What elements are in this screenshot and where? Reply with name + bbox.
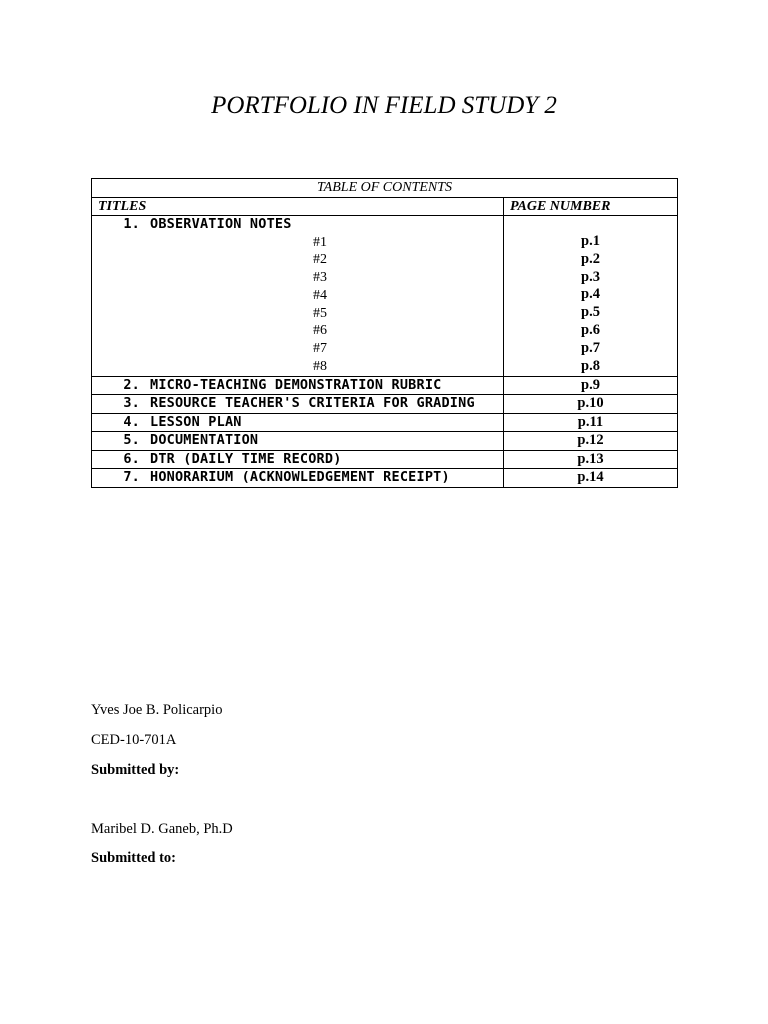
observation-subitem-list [98, 234, 497, 376]
page-number: p.12 [504, 432, 678, 451]
section-code: CED-10-701A [91, 732, 177, 748]
toc-entry [98, 432, 497, 450]
page-number: p.1 [581, 233, 600, 249]
toc-title-cell [92, 469, 504, 488]
observation-page-list [510, 216, 671, 375]
entry-title: RESOURCE TEACHER'S CRITERIA FOR GRADING [150, 395, 475, 412]
page-number: p.4 [581, 286, 600, 303]
page-number: p.6 [581, 321, 600, 338]
toc-title-cell [92, 376, 504, 395]
toc-row [92, 469, 678, 488]
toc-entry [98, 451, 497, 469]
page-number: p.14 [504, 469, 678, 488]
observation-subitem: #5 [313, 305, 327, 321]
toc-title-cell [92, 432, 504, 451]
page-number: p.11 [504, 413, 678, 432]
toc-entry [98, 216, 497, 234]
toc-heading-row [92, 179, 678, 198]
titles-column-header: TITLES [92, 197, 504, 216]
observation-subitem: #4 [313, 287, 327, 303]
toc-title-cell [92, 395, 504, 414]
entry-title: MICRO-TEACHING DEMONSTRATION RUBRIC [150, 376, 442, 393]
document-title: PORTFOLIO IN FIELD STUDY 2 [211, 92, 557, 119]
toc-title-cell [92, 450, 504, 469]
observation-subitem: #3 [313, 270, 327, 286]
observation-subitem: #6 [313, 323, 327, 339]
page-number: p.7 [581, 339, 600, 356]
toc-heading: TABLE OF CONTENTS [92, 179, 678, 198]
entry-title: HONORARIUM (ACKNOWLEDGEMENT RECEIPT) [150, 469, 450, 486]
toc-row [92, 395, 678, 414]
toc-row [92, 376, 678, 395]
page-number: p.10 [504, 395, 678, 414]
page-number: p.9 [504, 376, 678, 395]
toc-column-header-row [92, 197, 678, 216]
entry-number: 3. [123, 395, 140, 412]
toc-entry [98, 414, 497, 432]
page-number: p.2 [581, 250, 600, 267]
observation-subitem: #1 [313, 234, 327, 250]
entry-title: OBSERVATION NOTES [150, 216, 292, 232]
entry-number: 5. [123, 432, 140, 449]
toc-entry [98, 395, 497, 413]
toc-title-cell [92, 413, 504, 432]
entry-number: 6. [123, 450, 140, 467]
submitted-by-label: Submitted by: [91, 762, 180, 778]
teacher-name: Maribel D. Ganeb, Ph.D [91, 821, 233, 837]
table-of-contents [91, 178, 678, 488]
entry-title: LESSON PLAN [150, 413, 242, 430]
toc-row [92, 413, 678, 432]
entry-number: 7. [123, 469, 140, 486]
page-number: p.3 [581, 268, 600, 285]
entry-title: DOCUMENTATION [150, 432, 259, 449]
toc-entry [98, 377, 497, 395]
toc-row-observation [92, 216, 678, 377]
page-number-column-header: PAGE NUMBER [504, 197, 678, 216]
observation-subitem: #7 [313, 341, 327, 357]
entry-title: DTR (DAILY TIME RECORD) [150, 450, 342, 467]
submitted-to-label: Submitted to: [91, 850, 176, 866]
toc-row [92, 450, 678, 469]
observation-subitem: #2 [313, 252, 327, 268]
toc-entry [98, 469, 497, 487]
toc-row [92, 432, 678, 451]
toc-page-cell [504, 216, 678, 377]
entry-number: 2. [123, 376, 140, 393]
page-number: p.13 [504, 450, 678, 469]
toc-title-cell [92, 216, 504, 377]
student-name: Yves Joe B. Policarpio [91, 702, 223, 718]
page-number: p.8 [581, 357, 600, 374]
page-number: p.5 [581, 304, 600, 321]
entry-number: 4. [123, 413, 140, 430]
entry-number: 1. [123, 216, 140, 232]
observation-subitem: #8 [313, 359, 327, 375]
